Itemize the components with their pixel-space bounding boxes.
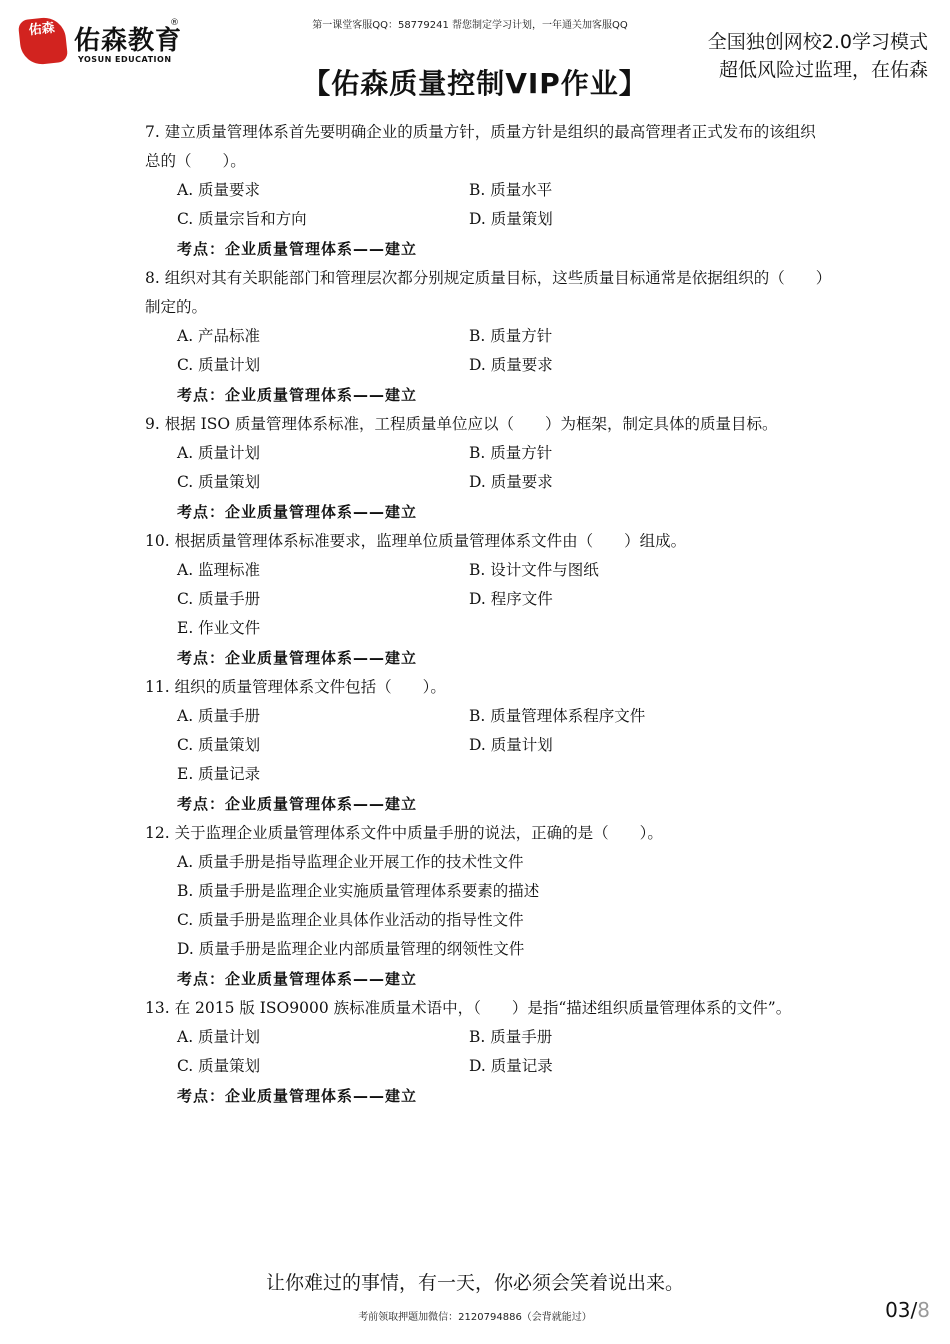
option-b: B. 质量手册 [469,1028,553,1046]
exam-point: 考点：企业质量管理体系——建立 [177,1087,418,1105]
option-a: A. 质量手册是指导监理企业开展工作的技术性文件 [177,853,524,871]
exam-point: 考点：企业质量管理体系——建立 [177,795,418,813]
option-b: B. 设计文件与图纸 [469,561,599,579]
option-b: B. 质量水平 [469,181,553,199]
option-a: A. 质量计划 [177,444,261,462]
question-11 [145,673,825,819]
slogan-line-1: 全国独创网校2.0学习模式 [707,31,928,53]
question-stem: 11. 组织的质量管理体系文件包括（ ）。 [145,678,446,696]
exam-point: 考点：企业质量管理体系——建立 [177,240,418,258]
option-e: E. 作业文件 [177,619,261,637]
document-title: 【佑森质量控制VIP作业】 [302,67,648,100]
option-b: B. 质量方针 [469,444,553,462]
option-a: A. 质量计划 [177,1028,261,1046]
option-list [177,556,825,643]
option-a: A. 监理标准 [177,561,261,579]
option-e: E. 质量记录 [177,765,261,783]
option-b: B. 质量方针 [469,327,553,345]
bottom-note: 考前领取押题加微信：2120794886（会背就能过） [358,1312,592,1323]
option-c: C. 质量手册是监理企业具体作业活动的指导性文件 [177,911,524,929]
top-note: 第一课堂客服QQ：58779241 帮您制定学习计划，一年通关加客服QQ [312,20,628,31]
question-stem: 8. 组织对其有关职能部门和管理层次都分别规定质量目标，这些质量目标通常是依据组织的（ ）制定的。 [145,269,824,316]
question-stem: 9. 根据 ISO 质量管理体系标准，工程质量单位应以（ ）为框架，制定具体的质量目标。 [145,415,778,433]
exam-point: 考点：企业质量管理体系——建立 [177,503,418,521]
question-8 [145,264,825,410]
option-d: D. 程序文件 [469,590,553,608]
option-d: D. 质量要求 [469,356,553,374]
option-c: C. 质量手册 [177,590,261,608]
option-list [177,848,825,964]
option-d: D. 质量策划 [469,210,553,228]
option-c: C. 质量宗旨和方向 [177,210,307,228]
exam-point: 考点：企业质量管理体系——建立 [177,649,418,667]
logo [20,18,183,68]
option-list [177,322,825,380]
slogan-line-2: 超低风险过监理，在佑森 [718,59,928,81]
question-12 [145,819,825,994]
question-stem: 12. 关于监理企业质量管理体系文件中质量手册的说法，正确的是（ ）。 [145,824,663,842]
option-b: B. 质量手册是监理企业实施质量管理体系要素的描述 [177,882,540,900]
option-c: C. 质量策划 [177,736,261,754]
page-separator: / [910,1298,918,1322]
question-stem: 7. 建立质量管理体系首先要明确企业的质量方针，质量方针是组织的最高管理者正式发布的该组织总的（ ）。 [145,123,816,170]
page-number [885,1298,930,1322]
option-d: D. 质量手册是监理企业内部质量管理的纲领性文件 [177,940,525,958]
question-10 [145,527,825,673]
option-list [177,176,825,234]
page-total: 8 [917,1298,930,1322]
option-d: D. 质量记录 [469,1057,553,1075]
option-b: B. 质量管理体系程序文件 [469,707,646,725]
option-a: A. 质量手册 [177,707,261,725]
option-a: A. 产品标准 [177,327,261,345]
question-9 [145,410,825,527]
option-c: C. 质量计划 [177,356,261,374]
logo-name: 佑森教育 [74,26,183,56]
option-c: C. 质量策划 [177,1057,261,1075]
option-list [177,439,825,497]
motto: 让你难过的事情，有一天，你必须会笑着说出来。 [265,1272,684,1294]
page-current: 03 [885,1298,911,1322]
question-stem: 10. 根据质量管理体系标准要求，监理单位质量管理体系文件由（ ）组成。 [145,532,687,550]
question-list [145,118,825,1111]
question-stem: 13. 在 2015 版 ISO9000 族标准质量术语中，（ ）是指“描述组织质量管理体系的文件”。 [145,999,792,1017]
option-list [177,1023,825,1081]
logo-mark: 佑森 [18,16,69,67]
option-d: D. 质量计划 [469,736,553,754]
logo-subtitle: YOSUN EDUCATION [78,55,172,64]
option-a: A. 质量要求 [177,181,261,199]
option-d: D. 质量要求 [469,473,553,491]
registered-mark: ® [170,18,179,28]
question-13 [145,994,825,1111]
exam-point: 考点：企业质量管理体系——建立 [177,970,418,988]
option-c: C. 质量策划 [177,473,261,491]
option-list [177,702,825,789]
question-7 [145,118,825,264]
exam-point: 考点：企业质量管理体系——建立 [177,386,418,404]
